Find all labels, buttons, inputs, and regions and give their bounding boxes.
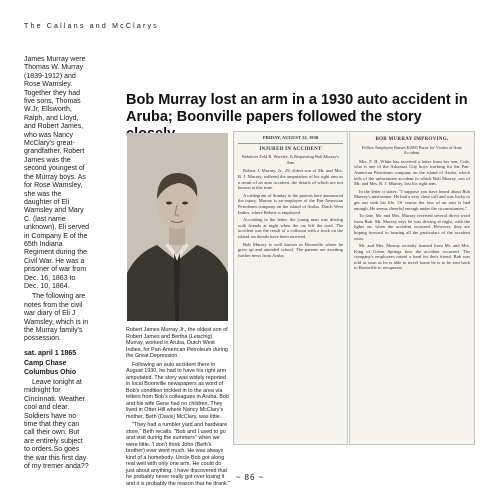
clipping-paragraph: Mrs. F. H. White has received a letter from her son, Cole, who is one of the Arkansas City boys working for the Pan-American Petroleum company on the island of Aruba, which tells of the unfortunate accident in which Bob Murray, son of Mr. and Mrs. R. J. Murray, lost his right arm. [354, 158, 470, 187]
clipping-subhead: Relatives Told R. Worsley, Is Requesting Bob Murray's Arm [241, 154, 340, 165]
diary-entry: Leave tonight at midnight for Cincinnati. Weather cool and clear. Soldiers have no time that they can call their own. But are entirely subject to orders.So goes the war this first day of my tremer anda?? [24, 379, 89, 471]
clipping-headline: BOB MURRAY IMPROVING. [375, 137, 449, 142]
caption-paragraph: "They had a rumbler yard and hardware store," Beth recalls. "Bob and I used to go and visit during the summers" when we were little. 'I don't think John (Beth's brother) ever went much. He was always kind of a homebody. Uncle Bob got along real well with only one arm. He could do just about anything. I have discovered that he probably never really got over losing it and it is probably the reason that he drank." [126, 422, 231, 487]
newspaper-clipping-2 [349, 131, 475, 445]
diary-place: Camp Chase Columbus Ohio [24, 360, 77, 376]
clipping-paragraph: Mr. and Mrs. Murray recently learned from Mr. and Mrs. King of Green Springs how the accident occurred. The company's employees raised a fund for their friend. Bob was told as soon as he is able to travel home he is to be sent back to Boonville to recuperate. [354, 243, 470, 271]
clipping-paragraph: In the letter it states: "I suppose you have heard about Bob Murray's misfortune. He had a very close call and was lucky to get out with his life. Of course the loss of an arm is bad enough. He seems cheerful enough under the circumstances." [354, 188, 470, 211]
clipping-paragraph: A cablegram of Sunday to the parents here announced the injury. Murray is an employee of the Pan-American Petroleum company on the island of Aruba, Dutch West Indies, where Robert is employed. [238, 192, 343, 215]
sidebar-text-column [24, 56, 90, 474]
clipping-body [238, 168, 343, 258]
sidebar-paragraph: James Murray were Thomas W. Murray (1839-1912) and Rose Wamsley. Together they had five sons, Thomas W.Jr, Ellsworth, Ralph, and Lloyd, and Robert James, who was Nancy McClary's great-grandfather. Robert James was the second youngest of the Murray boys. As for Rose Wamsley, she was the daughter of Eli Wamsley and Mary C. (last name unknown). Eli served in Company E of the 65th Indiana Regiment during the Civil War. He was a prisoner of war from Dec. 16, 1863 to Dec. 10, 1864. [24, 56, 89, 290]
sidebar-paragraph: The following are notes from the civil war diary of Eli J Wamsley, which is in the Murray family's possession. [24, 293, 89, 343]
newspaper-clipping-1 [233, 131, 348, 445]
page-number: ~ 86 ~ [235, 473, 265, 482]
photo-caption [126, 327, 231, 489]
diary-date: sat. april 1 1865 [24, 349, 77, 357]
clipping-paragraph: According to the letter, the young man was driving with friends at night when the car left the road. The accident was the result of a collision with a truck on the island, no details have been received. [238, 217, 343, 239]
clipping-body [354, 159, 470, 271]
running-header: The Callans and McClarys [24, 23, 159, 30]
clipping-subhead: Fellow Employee Raises $1000 Purse for Victim of Auto Accident. [361, 144, 463, 156]
clipping-paragraph: Robert J. Murray, Jr., 29, eldest son of Mr. and Mrs. R. J. Murray, suffered the amputation of his right arm as a result of an auto accident, the details of which are not known at this time. [238, 168, 343, 191]
clipping-headline: INJURED IN ACCIDENT [259, 146, 322, 152]
article-title: Bob Murray lost an arm in a 1930 auto accident in Aruba; Boonville papers followed the story [126, 92, 468, 125]
clipping-masthead: FRIDAY, AUGUST 22, 1930 [238, 135, 343, 144]
clipping-paragraph: To date, Mr. and Mrs. Murray received several direct word from Bob. Mr. Murray says he was driving at night, with the lights on, when the accident occurred. However, they are hoping forward to hearing all the particulars of the accident soon. [354, 213, 470, 241]
portrait-photo [127, 133, 228, 321]
caption-paragraph: Following an auto accident there in August 1930, he had to have his right arm amputated. The story was widely reported in local Boonville newspapers as word of Bob's condition trickled in to the area via letters from Bob's colleagues in Aruba. Bob and his wife Gene had no children. They lived in Otter Hill where Nancy McClary's mother, Beth (Davis) McClary, was little. [126, 361, 229, 420]
portrait-image [127, 133, 228, 321]
clipping-paragraph: Bob Murray is well known in Boonville where he grew up and attended school. The parents are awaiting further news from Aruba. [238, 241, 343, 258]
caption-paragraph: Robert James Murray Jr., the oldest son of Robert James and Bertha (Leischig) Murray, worked in Aruba, Dutch West Indies, for Pan-American Petroleum during the Great Depression. [126, 327, 228, 359]
